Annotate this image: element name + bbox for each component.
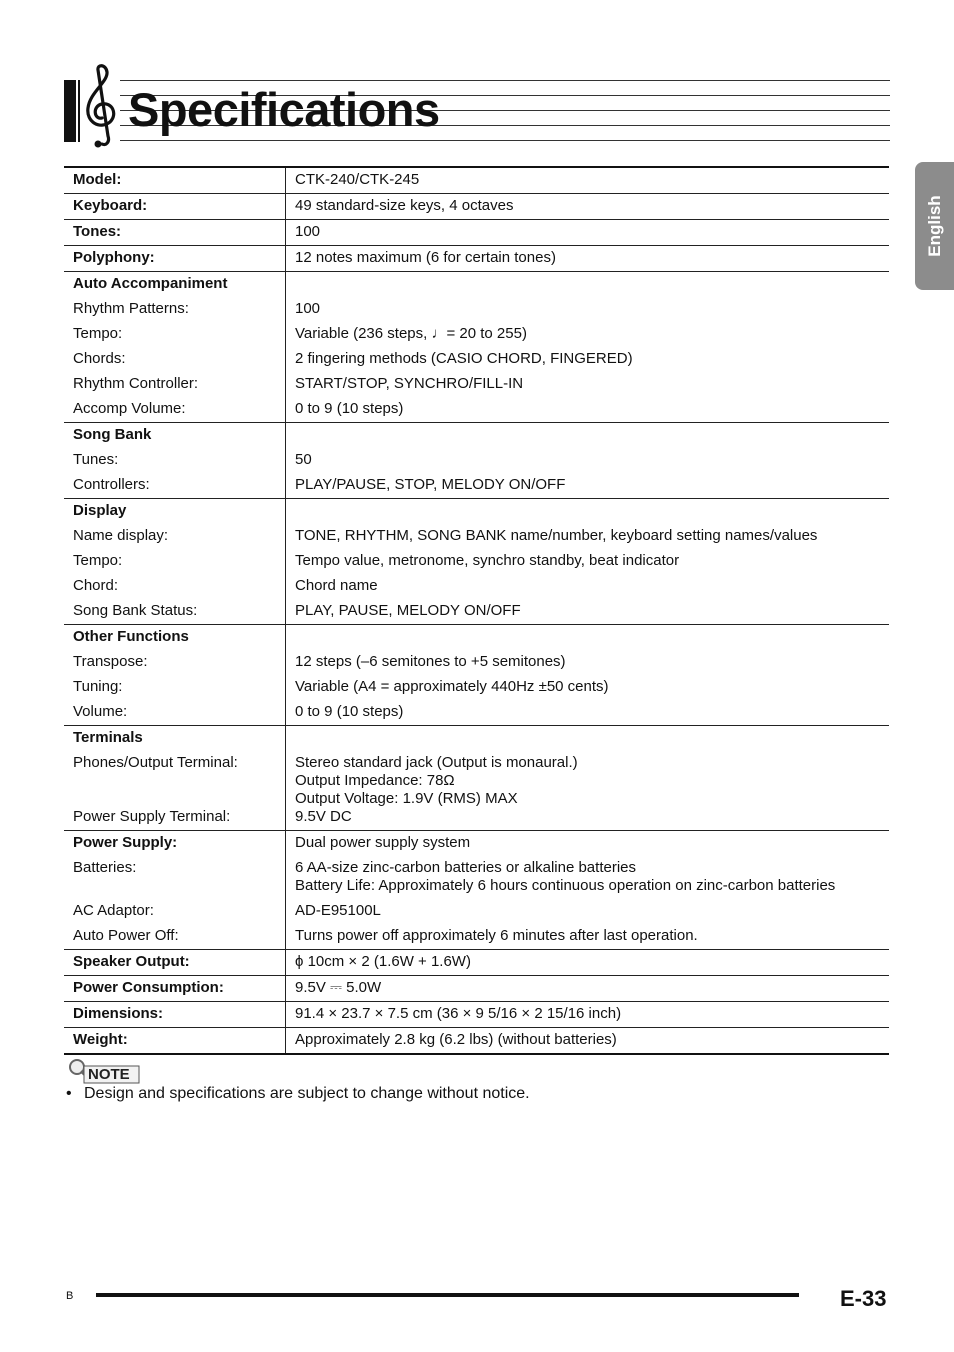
spec-key: Song Bank Status:	[73, 602, 198, 619]
spec-row-power-consumption	[64, 976, 889, 1002]
spec-key: Transpose:	[73, 653, 148, 670]
spec-key: Polyphony:	[73, 249, 155, 266]
spec-value: CTK-240/CTK-245	[295, 171, 420, 188]
spec-value: 50	[295, 451, 312, 468]
spec-value: Battery Life: Approximately 6 hours continuous operation on zinc-carbon batteries	[295, 877, 836, 894]
page-title: Specifications	[128, 83, 440, 136]
spec-row-tones	[64, 220, 889, 246]
note-badge	[66, 1058, 142, 1086]
spec-key: Name display:	[73, 527, 169, 544]
spec-key: Model:	[73, 171, 122, 188]
spec-value: Chord name	[295, 577, 378, 594]
spec-value: 49 standard-size keys, 4 octaves	[295, 197, 514, 214]
spec-key: Power Consumption:	[73, 979, 224, 996]
spec-row-polyphony	[64, 246, 889, 272]
spec-value: START/STOP, SYNCHRO/FILL-IN	[295, 375, 524, 392]
note-item	[66, 1085, 530, 1103]
spec-row-dimensions	[64, 1002, 889, 1028]
staff-line	[84, 140, 890, 141]
spec-value: Variable (236 steps, ♩= 20 to 255)	[295, 325, 527, 342]
spec-group-power-supply	[64, 831, 889, 950]
spec-value: Tempo value, metronome, synchro standby, beat indicator	[295, 552, 680, 569]
spec-key: Chord:	[73, 577, 119, 594]
spec-value: PLAY, PAUSE, MELODY ON/OFF	[295, 602, 521, 619]
spec-key: Tempo:	[73, 325, 123, 342]
spec-row-model	[64, 167, 889, 194]
spec-key: Phones/Output Terminal:	[73, 754, 238, 771]
spec-key: Chords:	[73, 350, 126, 367]
spec-group-song-bank	[64, 423, 889, 499]
spec-value-multiline	[295, 856, 889, 899]
spec-value: TONE, RHYTHM, SONG BANK name/number, keyboard setting names/values	[295, 527, 818, 544]
spec-value: 100	[295, 300, 321, 317]
spec-group-terminals	[64, 726, 889, 831]
spec-value: 12 steps (–6 semitones to +5 semitones)	[295, 653, 566, 670]
spec-row-weight	[64, 1028, 889, 1055]
language-tab-label: English	[924, 195, 944, 257]
spec-value: ϕ 10cm × 2 (1.6W + 1.6W)	[295, 953, 471, 970]
staff-line	[84, 80, 890, 81]
spec-value: 6 AA-size zinc-carbon batteries or alkaline batteries	[295, 859, 637, 876]
spec-value-multiline	[295, 751, 889, 805]
spec-value: 100	[295, 223, 321, 240]
note-text: Design and specifications are subject to change without notice.	[84, 1085, 530, 1102]
spec-key: Keyboard:	[73, 197, 148, 214]
spec-key: Rhythm Patterns:	[73, 300, 189, 317]
spec-key: Controllers:	[73, 476, 150, 493]
header-bar	[64, 80, 76, 142]
spec-key: Speaker Output:	[73, 953, 190, 970]
spec-key: Weight:	[73, 1031, 128, 1048]
spec-group-heading: Display	[73, 502, 127, 519]
spec-value: Variable (A4 = approximately 440Hz ±50 cents)	[295, 678, 609, 695]
spec-value: Output Voltage: 1.9V (RMS) MAX	[295, 790, 518, 807]
spec-group-heading: Other Functions	[73, 628, 189, 645]
spec-value: PLAY/PAUSE, STOP, MELODY ON/OFF	[295, 476, 566, 493]
spec-key: Auto Power Off:	[73, 927, 179, 944]
footer-code: B	[66, 1290, 74, 1302]
footer-rule	[96, 1293, 799, 1297]
spec-key: Tempo:	[73, 552, 123, 569]
spec-value: Approximately 2.8 kg (6.2 lbs) (without batteries)	[295, 1031, 617, 1048]
spec-value: 0 to 9 (10 steps)	[295, 400, 404, 417]
treble-clef-icon	[80, 64, 120, 150]
spec-value: 9.5V ⎓ 5.0W	[295, 979, 382, 996]
spec-key: Volume:	[73, 703, 128, 720]
spec-group-heading: Auto Accompaniment	[73, 275, 228, 292]
bullet: •	[66, 1085, 72, 1102]
spec-value: Output Impedance: 78Ω	[295, 772, 455, 789]
page-number: E-33	[840, 1286, 887, 1311]
spec-group-other-functions	[64, 625, 889, 726]
spec-value: 91.4 × 23.7 × 7.5 cm (36 × 9 5/16 × 2 15/16 inch)	[295, 1005, 622, 1022]
spec-value: 12 notes maximum (6 for certain tones)	[295, 249, 556, 266]
spec-value: 0 to 9 (10 steps)	[295, 703, 404, 720]
spec-row-speaker-output	[64, 950, 889, 976]
spec-row-keyboard	[64, 194, 889, 220]
note-label: NOTE	[88, 1066, 130, 1083]
spec-key: Rhythm Controller:	[73, 375, 199, 392]
spec-value: 2 fingering methods (CASIO CHORD, FINGERED)	[295, 350, 633, 367]
spec-value: Stereo standard jack (Output is monaural.)	[295, 754, 578, 771]
spec-value: AD-E95100L	[295, 902, 381, 919]
spec-key: Accomp Volume:	[73, 400, 186, 417]
spec-value: Dual power supply system	[295, 834, 471, 851]
spec-group-heading: Song Bank	[73, 426, 152, 443]
spec-key: Power Supply:	[73, 834, 178, 851]
spec-key: Dimensions:	[73, 1005, 164, 1022]
spec-key: AC Adaptor:	[73, 902, 154, 919]
spec-value: Turns power off approximately 6 minutes after last operation.	[295, 927, 698, 944]
spec-key: Batteries:	[73, 859, 137, 876]
language-tab	[915, 162, 954, 290]
spec-key: Tunes:	[73, 451, 119, 468]
spec-group-auto-accompaniment	[64, 272, 889, 423]
page-header	[64, 66, 890, 150]
spec-value: 9.5V DC	[295, 808, 352, 825]
spec-key: Tones:	[73, 223, 122, 240]
spec-group-display	[64, 499, 889, 625]
spec-key: Tuning:	[73, 678, 123, 695]
spec-group-heading: Terminals	[73, 729, 143, 746]
specifications-table	[64, 166, 889, 1055]
spec-key: Power Supply Terminal:	[73, 808, 231, 825]
